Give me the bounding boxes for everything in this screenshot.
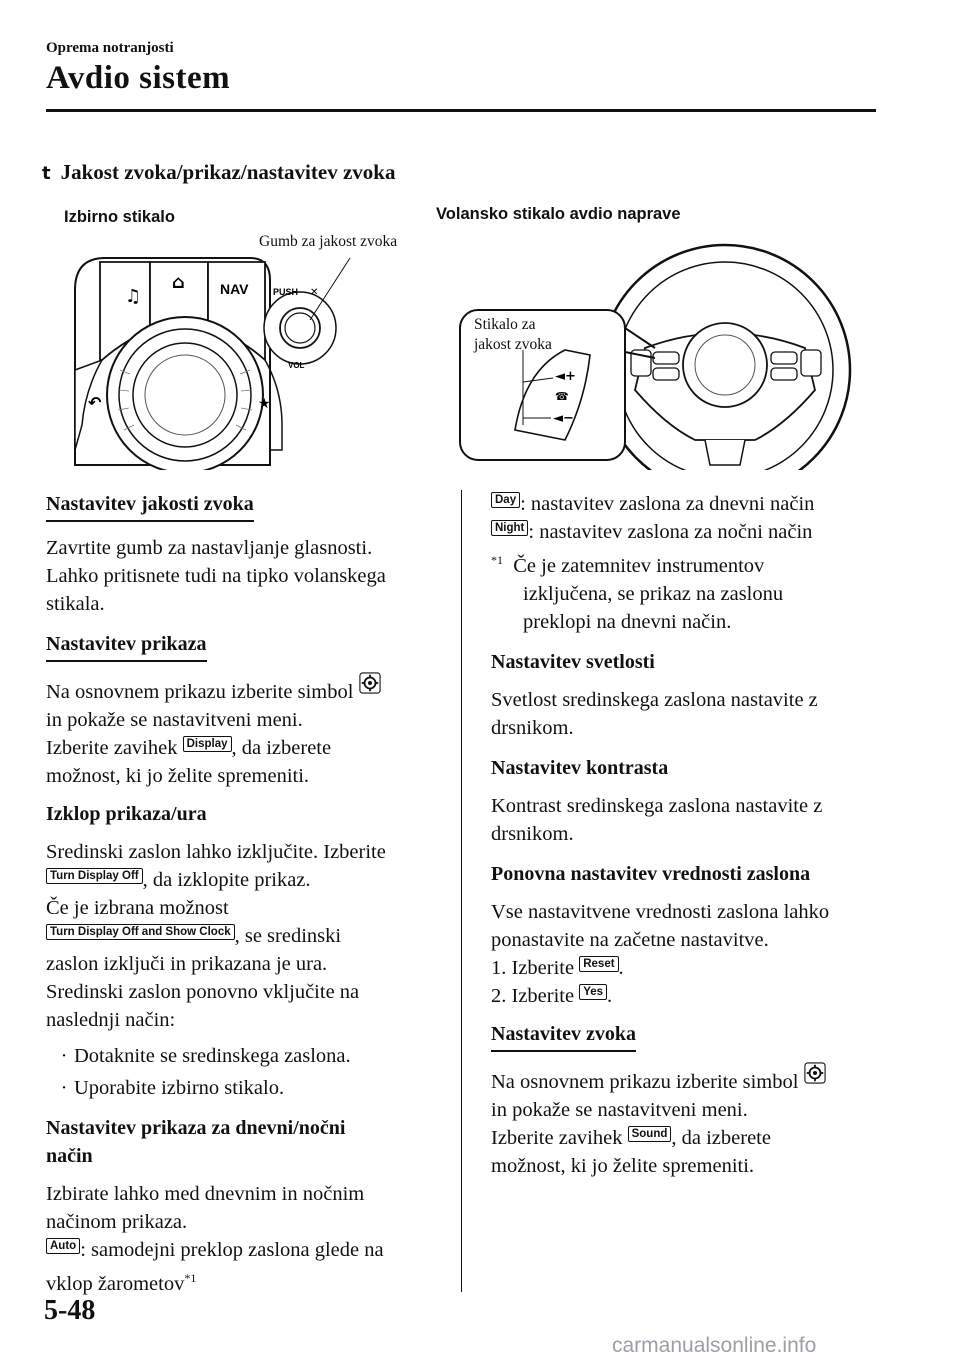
- heading-title: Jakost zvoka/prikaz/nastavitev zvoka: [60, 160, 396, 184]
- heading-day-night: [46, 1114, 446, 1170]
- text-line: drsnikom.: [491, 716, 574, 739]
- text-line: Izberite zavihek: [491, 1126, 623, 1149]
- steering-callout-line1: Stikalo za: [474, 316, 536, 333]
- header-rule: [46, 109, 876, 112]
- page-number: 5-48: [44, 1295, 96, 1326]
- text-line: Sredinski zaslon ponovno vključite na: [46, 981, 360, 1003]
- list-item: Uporabite izbirno stikalo.: [74, 1077, 285, 1099]
- text-line: Svetlost sredinskega zaslona nastavite z: [491, 688, 818, 711]
- step-1: 1. Izberite: [491, 956, 575, 979]
- day-button[interactable]: Day: [491, 492, 520, 508]
- night-button[interactable]: Night: [491, 520, 528, 536]
- volume-down-icon: ◄−: [553, 411, 574, 426]
- footnote-text: izključena, se prikaz na zaslonu: [523, 582, 784, 605]
- text-line: Lahko pritisnete tudi na tipko volanskega: [46, 565, 386, 587]
- sound-tab-button[interactable]: Sound: [628, 1126, 672, 1142]
- text-line: in pokaže se nastavitveni meni.: [491, 1098, 748, 1121]
- text-line: , da izberete: [231, 737, 332, 759]
- home-icon: ⌂: [172, 272, 185, 293]
- heading-display-off: Izklop prikaza/ura: [46, 803, 207, 825]
- footnote-mark: *1: [184, 1271, 197, 1285]
- right-column: Day : nastavitev zaslona za dnevni način Night : nastavitev zaslona za nočni način $^{*1}$ Če je zatemnitev instrumentov izključena, se prikaz na zaslonu preklopi na dnevni način. Nastavitev svetlosti Svetlost sredinskega zaslona nastavite z drsnikom. Nastavitev kontrasta Kontrast sredinskega zaslona nastavite z drsnikom. Ponovna nastavitev vrednosti zaslona Vse nastavitvene vrednosti zaslona lahko ponastavite na začetne nastavitve. 1. Izberite Reset . 2. Izberite Yes . Nastavitev zvoka Na osnovnem prikazu izberite simbol in pokaže se nastavitveni meni. Izberite zavihek Sound , da izberete možnost, ki jo želite spremeniti.: [491, 490, 891, 1180]
- commander-switch-illustration: [60, 250, 440, 470]
- text-line: Na osnovnem prikazu izberite simbol: [491, 1070, 799, 1093]
- push-label: PUSH: [273, 287, 299, 297]
- text-line: Sredinski zaslon lahko izključite. Izberite: [46, 841, 386, 863]
- text-line: , da izberete: [671, 1126, 771, 1149]
- voice-icon: ☎: [555, 390, 569, 403]
- display-tab-button[interactable]: Display: [183, 736, 232, 752]
- text-line: Vse nastavitvene vrednosti zaslona lahko: [491, 900, 830, 923]
- text-line: stikala.: [46, 593, 105, 615]
- text-line: Zavrtite gumb za nastavljanje glasnosti.: [46, 537, 373, 559]
- footnote-mark: *1: [491, 553, 503, 567]
- auto-button[interactable]: Auto: [46, 1238, 80, 1254]
- steering-switch-label: Volansko stikalo avdio naprave: [436, 205, 681, 223]
- heading-day-night-line2: način: [46, 1145, 93, 1167]
- turn-display-off-button[interactable]: Turn Display Off: [46, 868, 143, 884]
- turn-display-off-clock-button[interactable]: Turn Display Off and Show Clock: [46, 924, 235, 940]
- step-2: 2. Izberite: [491, 984, 575, 1007]
- text-line: Na osnovnem prikazu izberite simbol: [46, 681, 354, 703]
- text-line: Če je izbrana možnost: [46, 897, 229, 919]
- yes-button[interactable]: Yes: [579, 984, 607, 1000]
- heading-brightness: Nastavitev svetlosti: [491, 650, 655, 673]
- mute-icon: ✕: [310, 287, 319, 298]
- heading-sound: Nastavitev zvoka: [491, 1020, 636, 1052]
- text-line: Izbirate lahko med dnevnim in nočnim: [46, 1183, 365, 1205]
- text-line: naslednji način:: [46, 1009, 176, 1031]
- reset-button[interactable]: Reset: [579, 956, 618, 972]
- left-column: [46, 490, 446, 1298]
- favorite-icon: ★: [258, 396, 271, 412]
- text-line: , da izklopite prikaz.: [142, 869, 311, 891]
- heading-bullet: t: [42, 163, 51, 184]
- heading-day-night-line1: Nastavitev prikaza za dnevni/nočni: [46, 1117, 346, 1139]
- text-line: : nastavitev zaslona za dnevni način: [520, 493, 815, 515]
- nav-button-label: NAV: [220, 281, 249, 297]
- back-icon: ↶: [88, 393, 102, 412]
- section-heading: [42, 160, 395, 185]
- section-title: Oprema notranjosti: [46, 40, 174, 56]
- footnote-text: preklopi na dnevni način.: [523, 610, 732, 633]
- volume-knob-label: Gumb za jakost zvoka: [259, 233, 398, 250]
- text-line: Izberite zavihek: [46, 737, 178, 759]
- text-line: ponastavite na začetne nastavitve.: [491, 928, 769, 951]
- bullet-dot: ·: [60, 1077, 68, 1099]
- text-line: in pokaže se nastavitveni meni.: [46, 709, 303, 731]
- chapter-title: Avdio sistem: [46, 60, 231, 96]
- text-line: načinom prikaza.: [46, 1211, 188, 1233]
- settings-gear-icon[interactable]: [804, 1062, 826, 1084]
- list-item: Dotaknite se sredinskega zaslona.: [74, 1045, 351, 1067]
- heading-volume: Nastavitev jakosti zvoka: [46, 490, 254, 522]
- text-line: : nastavitev zaslona za nočni način: [528, 521, 813, 543]
- commander-switch-label: Izbirno stikalo: [64, 208, 175, 226]
- volume-up-icon: ◄+: [555, 369, 576, 384]
- steering-callout-line2: jakost zvoka: [474, 336, 552, 353]
- watermark: carmanualsonline.info: [612, 1334, 817, 1357]
- heading-display: Nastavitev prikaza: [46, 630, 207, 662]
- heading-reset: Ponovna nastavitev vrednosti zaslona: [491, 862, 811, 885]
- text-line: vklop žarometov: [46, 1272, 185, 1295]
- footnote-text: Če je zatemnitev instrumentov: [513, 554, 765, 577]
- text-line: : samodejni preklop zaslona glede na: [80, 1239, 384, 1261]
- vol-label: VOL: [288, 361, 305, 370]
- bullet-dot: ·: [60, 1045, 68, 1067]
- steering-wheel-illustration: [455, 240, 895, 470]
- text-line: Kontrast sredinskega zaslona nastavite z: [491, 794, 823, 817]
- music-icon: ♫: [125, 286, 142, 307]
- text-line: možnost, ki jo želite spremeniti.: [46, 765, 310, 787]
- text-line: možnost, ki jo želite spremeniti.: [491, 1154, 755, 1177]
- settings-gear-icon[interactable]: [359, 672, 381, 694]
- steering-callout-label: [474, 315, 552, 355]
- heading-contrast: Nastavitev kontrasta: [491, 756, 669, 779]
- text-line: , se sredinski: [234, 925, 342, 947]
- text-line: zaslon izključi in prikazana je ura.: [46, 953, 328, 975]
- text-line: drsnikom.: [491, 822, 574, 845]
- column-divider: [461, 490, 462, 1292]
